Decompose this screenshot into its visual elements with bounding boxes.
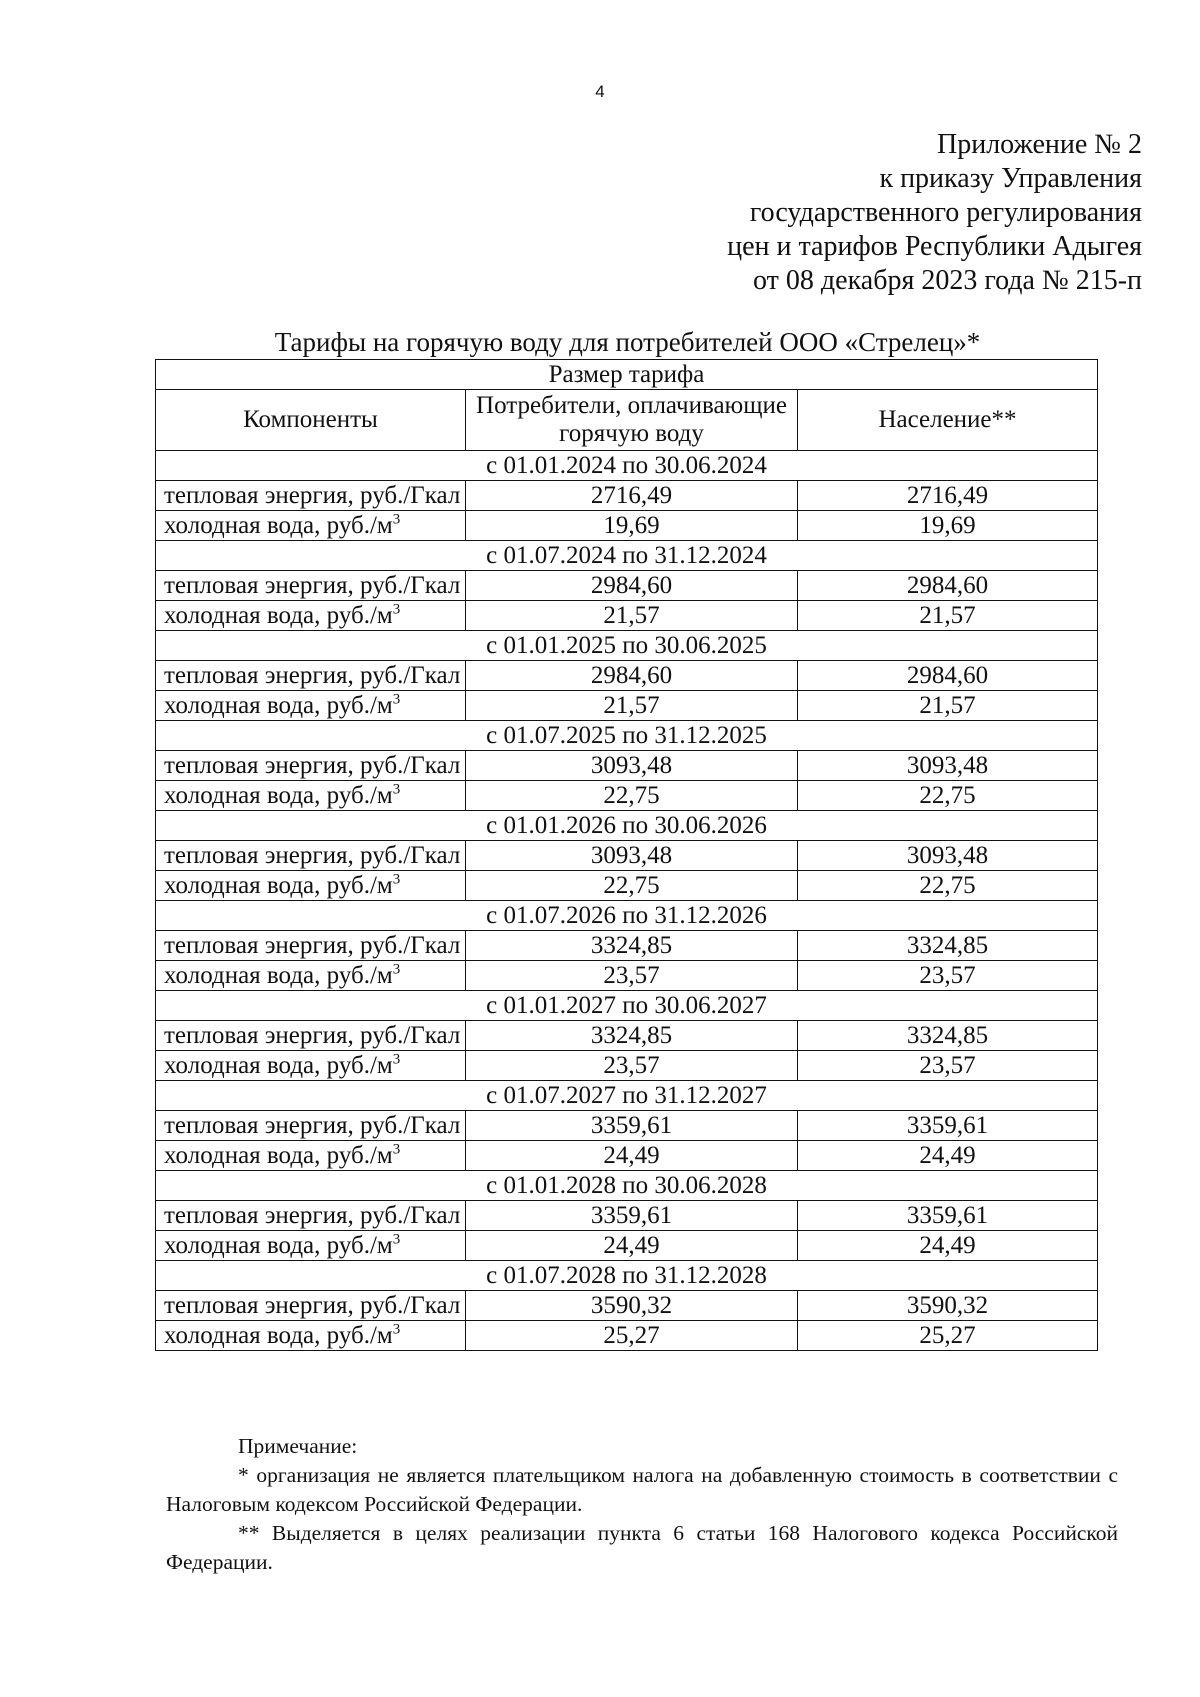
appendix-line: к приказу Управления: [879, 163, 1142, 194]
population-value: 3324,85: [798, 931, 1098, 961]
component-label-text: холодная вода, руб./м: [164, 871, 393, 899]
consumers-value: 3590,32: [466, 1291, 798, 1321]
table-row: [156, 781, 1098, 811]
component-label-text: холодная вода, руб./м: [164, 961, 393, 989]
period-row: [156, 721, 1098, 751]
table-row: [156, 871, 1098, 901]
period-row: [156, 1171, 1098, 1201]
period-label: с 01.07.2028 по 31.12.2028: [156, 1261, 1098, 1291]
population-value: 25,27: [798, 1321, 1098, 1351]
table-row: [156, 1141, 1098, 1171]
consumers-value: 3093,48: [466, 751, 798, 781]
period-label: с 01.01.2028 по 30.06.2028: [156, 1171, 1098, 1201]
consumers-value: 3324,85: [466, 931, 798, 961]
component-label: тепловая энергия, руб./Гкал: [156, 751, 466, 781]
component-label: [156, 1141, 466, 1171]
table-row: [156, 1021, 1098, 1051]
population-value: 21,57: [798, 601, 1098, 631]
appendix-line: Приложение № 2: [937, 129, 1142, 160]
header-row: [156, 390, 1098, 451]
population-value: 3093,48: [798, 751, 1098, 781]
period-label: с 01.07.2026 по 31.12.2026: [156, 901, 1098, 931]
component-label: [156, 1051, 466, 1081]
population-value: 23,57: [798, 961, 1098, 991]
component-label: [156, 781, 466, 811]
consumers-value: 24,49: [466, 1231, 798, 1261]
component-label: тепловая энергия, руб./Гкал: [156, 1111, 466, 1141]
components-header: Компоненты: [156, 390, 466, 451]
period-row: [156, 991, 1098, 1021]
tariff-size-header: Размер тарифа: [156, 360, 1098, 390]
consumers-value: 2984,60: [466, 571, 798, 601]
component-label-text: холодная вода, руб./м: [164, 511, 393, 539]
population-value: 3590,32: [798, 1291, 1098, 1321]
component-label: [156, 1231, 466, 1261]
population-value: 21,57: [798, 691, 1098, 721]
consumers-value: 3324,85: [466, 1021, 798, 1051]
page-number: 4: [595, 82, 605, 101]
component-label: тепловая энергия, руб./Гкал: [156, 931, 466, 961]
population-value: 3359,61: [798, 1111, 1098, 1141]
table-row: [156, 1111, 1098, 1141]
period-row: [156, 811, 1098, 841]
component-label: [156, 691, 466, 721]
consumers-value: 25,27: [466, 1321, 798, 1351]
period-label: с 01.01.2024 по 30.06.2024: [156, 451, 1098, 481]
component-label-text: холодная вода, руб./м: [164, 1231, 393, 1259]
notes-heading: Примечание:: [238, 1434, 358, 1458]
population-value: 22,75: [798, 781, 1098, 811]
appendix-line: цен и тарифов Республики Адыгея: [727, 231, 1142, 262]
unit-superscript: 3: [392, 961, 401, 978]
header-row: [156, 360, 1098, 390]
component-label: [156, 1321, 466, 1351]
component-label: тепловая энергия, руб./Гкал: [156, 1021, 466, 1051]
population-header: Население**: [798, 390, 1098, 451]
period-label: с 01.07.2024 по 31.12.2024: [156, 541, 1098, 571]
population-value: 24,49: [798, 1231, 1098, 1261]
consumers-value: 3093,48: [466, 841, 798, 871]
population-value: 2984,60: [798, 571, 1098, 601]
consumers-value: 2984,60: [466, 661, 798, 691]
population-value: 3359,61: [798, 1201, 1098, 1231]
consumers-value: 24,49: [466, 1141, 798, 1171]
component-label: тепловая энергия, руб./Гкал: [156, 841, 466, 871]
table-row: [156, 961, 1098, 991]
table-row: [156, 751, 1098, 781]
table-row: [156, 481, 1098, 511]
component-label-text: холодная вода, руб./м: [164, 1141, 393, 1169]
population-value: 22,75: [798, 871, 1098, 901]
consumers-value: 3359,61: [466, 1201, 798, 1231]
appendix-header: [727, 128, 1142, 298]
unit-superscript: 3: [392, 691, 401, 708]
consumers-value: 22,75: [466, 871, 798, 901]
unit-superscript: 3: [392, 1051, 401, 1068]
population-value: 23,57: [798, 1051, 1098, 1081]
unit-superscript: 3: [392, 1231, 401, 1248]
table-row: [156, 1231, 1098, 1261]
component-label-text: холодная вода, руб./м: [164, 1051, 393, 1079]
component-label: [156, 961, 466, 991]
period-row: [156, 1261, 1098, 1291]
unit-superscript: 3: [392, 871, 401, 888]
consumers-value: 3359,61: [466, 1111, 798, 1141]
table-row: [156, 1291, 1098, 1321]
table-row: [156, 1051, 1098, 1081]
consumers-value: 23,57: [466, 1051, 798, 1081]
component-label: тепловая энергия, руб./Гкал: [156, 1291, 466, 1321]
table-row: [156, 661, 1098, 691]
notes: [166, 1432, 1118, 1577]
period-row: [156, 1081, 1098, 1111]
appendix-line: от 08 декабря 2023 года № 215-п: [753, 265, 1142, 296]
unit-superscript: 3: [392, 1141, 401, 1158]
period-label: с 01.07.2025 по 31.12.2025: [156, 721, 1098, 751]
unit-superscript: 3: [392, 601, 401, 618]
consumers-value: 2716,49: [466, 481, 798, 511]
component-label: тепловая энергия, руб./Гкал: [156, 481, 466, 511]
table-row: [156, 571, 1098, 601]
period-row: [156, 451, 1098, 481]
component-label: [156, 511, 466, 541]
period-row: [156, 631, 1098, 661]
component-label-text: холодная вода, руб./м: [164, 601, 393, 629]
table-row: [156, 511, 1098, 541]
consumers-value: 21,57: [466, 601, 798, 631]
consumers-value: 23,57: [466, 961, 798, 991]
population-value: 3324,85: [798, 1021, 1098, 1051]
component-label-text: холодная вода, руб./м: [164, 691, 393, 719]
component-label-text: холодная вода, руб./м: [164, 781, 393, 809]
consumers-value: 19,69: [466, 511, 798, 541]
period-label: с 01.01.2025 по 30.06.2025: [156, 631, 1098, 661]
table-row: [156, 1321, 1098, 1351]
component-label: тепловая энергия, руб./Гкал: [156, 661, 466, 691]
unit-superscript: 3: [392, 781, 401, 798]
component-label: тепловая энергия, руб./Гкал: [156, 571, 466, 601]
consumers-value: 21,57: [466, 691, 798, 721]
population-value: 2984,60: [798, 661, 1098, 691]
population-value: 2716,49: [798, 481, 1098, 511]
period-label: с 01.01.2026 по 30.06.2026: [156, 811, 1098, 841]
period-label: с 01.01.2027 по 30.06.2027: [156, 991, 1098, 1021]
table-row: [156, 931, 1098, 961]
appendix-line: государственного регулирования: [749, 197, 1142, 228]
period-label: с 01.07.2027 по 31.12.2027: [156, 1081, 1098, 1111]
note-item: ** Выделяется в целях реализации пункта 6 статьи 168 Налогового кодекса Российской Федерации.: [166, 1521, 1118, 1574]
period-row: [156, 541, 1098, 571]
component-label: [156, 601, 466, 631]
unit-superscript: 3: [392, 511, 401, 528]
component-label: тепловая энергия, руб./Гкал: [156, 1201, 466, 1231]
component-label-text: холодная вода, руб./м: [164, 1321, 393, 1349]
note-item: * организация не является плательщиком налога на добавленную стоимость в соответствии с Налоговым кодексом Российской Федерации.: [166, 1463, 1118, 1516]
table-row: [156, 691, 1098, 721]
table-row: [156, 841, 1098, 871]
table-row: [156, 601, 1098, 631]
period-row: [156, 901, 1098, 931]
population-value: 24,49: [798, 1141, 1098, 1171]
table-title: Тарифы на горячую воду для потребителей ООО «Стрелец»*: [274, 327, 981, 357]
table-row: [156, 1201, 1098, 1231]
population-value: 3093,48: [798, 841, 1098, 871]
tariff-table: [155, 359, 1098, 1351]
consumers-header: Потребители, оплачивающие горячую воду: [466, 390, 798, 451]
population-value: 19,69: [798, 511, 1098, 541]
component-label: [156, 871, 466, 901]
consumers-value: 22,75: [466, 781, 798, 811]
unit-superscript: 3: [392, 1321, 401, 1338]
